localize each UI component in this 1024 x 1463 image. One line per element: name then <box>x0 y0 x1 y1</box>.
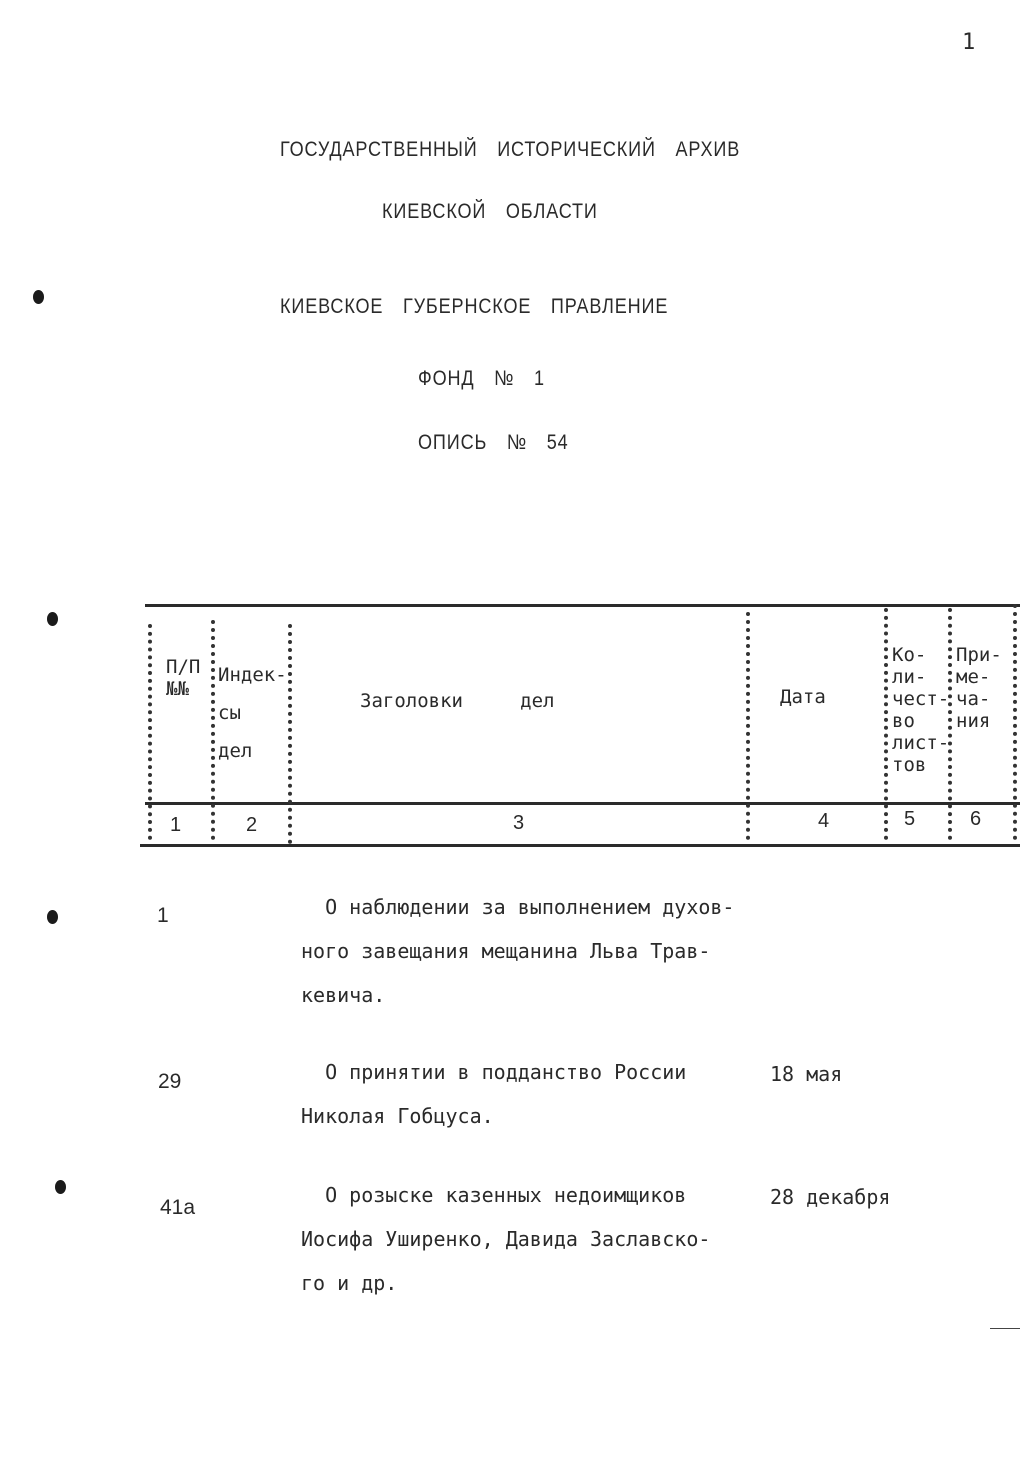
column-divider <box>148 624 152 840</box>
table-top-rule <box>145 604 1020 607</box>
column-number-5: 5 <box>904 808 916 830</box>
entry-title: О принятии в подданство России Николая Гобцуса. <box>301 1060 687 1128</box>
header-col-number: П/П №№ <box>166 656 201 700</box>
entry-number: 1 <box>157 904 169 927</box>
column-divider <box>211 620 215 840</box>
archive-name: ГОСУДАРСТВЕННЫЙ ИСТОРИЧЕСКИЙ АРХИВ <box>280 138 741 161</box>
header-col-sheets: Ко- ли- чест- во лист- тов <box>892 644 950 776</box>
table-bottom-rule <box>140 844 1020 847</box>
column-divider <box>288 624 292 844</box>
column-number-1: 1 <box>170 814 182 836</box>
column-divider <box>746 612 750 840</box>
entry-title: О наблюдении за выполнением духов- ного завещания мещанина Льва Трав- кевича. <box>301 895 735 1007</box>
header-col-index: Индек- сы дел <box>218 664 287 762</box>
entry-date: 28 декабря <box>770 1185 891 1209</box>
column-number-6: 6 <box>970 808 982 830</box>
header-col-notes: При- ме- ча- ния <box>956 644 1002 732</box>
page-number: 1 <box>962 30 976 55</box>
binder-hole <box>47 612 58 626</box>
entry-number: 41а <box>160 1196 196 1219</box>
column-number-2: 2 <box>246 814 258 836</box>
archive-region: КИЕВСКОЙ ОБЛАСТИ <box>382 200 598 223</box>
header-col-title: Заголовки дел <box>360 690 555 712</box>
entry-title: О розыске казенных недоимщиков Иосифа Уширенко, Давида Заславско- го и др. <box>301 1183 711 1295</box>
binder-hole <box>47 910 58 924</box>
column-divider <box>1013 604 1017 840</box>
fond-number: ФОНД № 1 <box>418 367 545 390</box>
header-col-date: Дата <box>780 686 826 708</box>
margin-mark <box>990 1328 1020 1329</box>
entry-number: 29 <box>158 1070 182 1093</box>
opis-number: ОПИСЬ № 54 <box>418 431 569 454</box>
entry-date: 18 мая <box>770 1062 843 1086</box>
column-divider <box>884 608 888 840</box>
binder-hole <box>33 290 44 304</box>
binder-hole <box>55 1180 66 1194</box>
table-header-rule <box>145 802 1020 805</box>
column-number-3: 3 <box>513 812 525 834</box>
institution-name: КИЕВСКОЕ ГУБЕРНСКОЕ ПРАВЛЕНИЕ <box>280 295 669 318</box>
column-number-4: 4 <box>818 810 830 832</box>
